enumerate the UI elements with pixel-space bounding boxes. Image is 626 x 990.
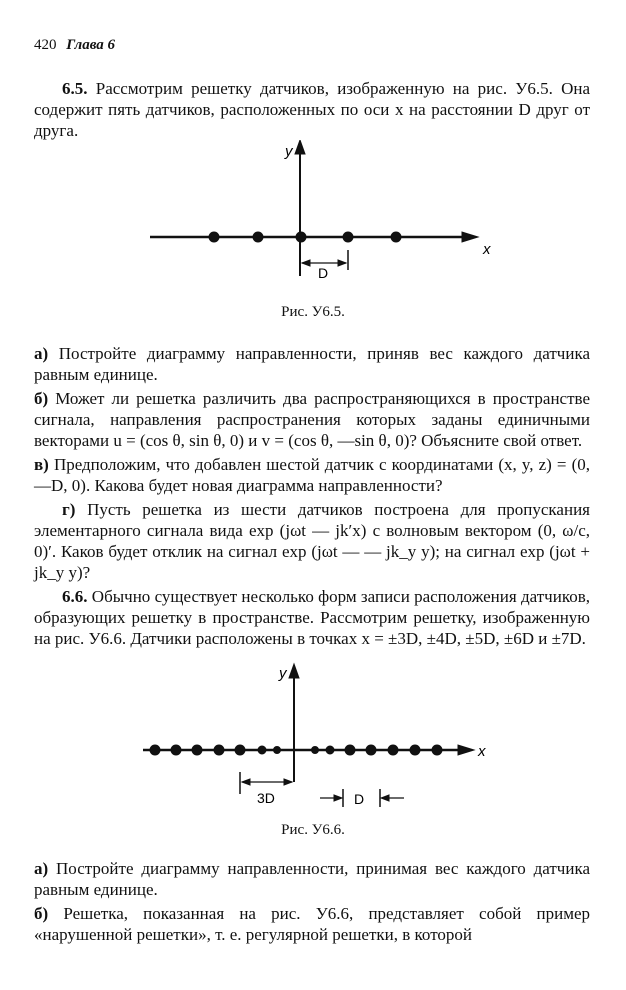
sensor [312, 747, 319, 754]
sensor [391, 232, 401, 242]
sensor [432, 745, 442, 755]
problem-6-5-questions [34, 343, 590, 652]
problem-6-6-text: 6.6. Обычно существует несколько форм записи расположения датчиков, образующих решетку в пространстве. Рассмотрим решетку, изображенную на рис. У6.6. Датчики расположены в точках x = ±3D, ±4D, ±5D, ±6D и ±7D. [34, 587, 590, 648]
y-axis-label: y [285, 143, 293, 160]
3d-arrow-right [284, 779, 292, 785]
d-arrow-right [338, 260, 346, 266]
problem-6-5 [34, 78, 590, 144]
sensor [274, 747, 281, 754]
x-axis-arrow [462, 232, 478, 242]
problem-6-5-text: 6.5. Рассмотрим решетку датчиков, изображенную на рис. У6.5. Она содержит пять датчиков, расположенных по оси x на расстоянии D друг от друга. [34, 79, 590, 140]
sensor [345, 745, 355, 755]
3d-label: 3D [257, 790, 275, 806]
y-axis-label: y [279, 665, 287, 682]
d-arrow-left [334, 795, 342, 801]
x-axis-label: x [478, 743, 486, 760]
sensor [209, 232, 219, 242]
chapter-title: Глава 6 [66, 37, 116, 53]
question-d: г) Пусть решетка из шести датчиков построена для пропускания элементарного сигнала вида exp (jωt — jk′x) с волновым вектором (0, ω/c, 0)′. Каков будет отклик на сигнал exp (jωt — — jk_y y); на сигнал exp (jωt + jk_y y)? [34, 500, 590, 582]
sensor [214, 745, 224, 755]
question-c: в) Предположим, что добавлен шестой датчик с координатами (x, y, z) = (0, —D, 0). Какова будет новая диаграмма направленности? [34, 455, 590, 495]
d-label: D [318, 265, 329, 281]
sensor [235, 745, 245, 755]
page-number: 420 [34, 37, 57, 53]
sensor [366, 745, 376, 755]
x-axis-label: x [483, 241, 491, 258]
sensor [253, 232, 263, 242]
page-header [34, 37, 115, 54]
question-a: а) Постройте диаграмму направленности, приняв вес каждого датчика равным единице. [34, 344, 590, 384]
sensor [171, 745, 181, 755]
y-axis-arrow [295, 140, 305, 154]
y-axis-arrow [289, 664, 299, 678]
3d-arrow-left [242, 779, 250, 785]
question-a: а) Постройте диаграмму направленности, принимая вес каждого датчика равным единице. [34, 859, 590, 899]
figure-u6-6-caption: Рис. У6.6. [281, 822, 345, 838]
d-arrow-left [302, 260, 310, 266]
sensor [410, 745, 420, 755]
question-b: б) Может ли решетка различить два распространяющихся в пространстве сигнала, направления распространения которых заданы единичными векторами u = (cos θ, sin θ, 0) и v = (cos θ, —sin θ, 0)? Объясните свой ответ. [34, 389, 590, 450]
sensor [326, 746, 334, 754]
problem-6-6-questions [34, 858, 590, 948]
figure-u6-6 [0, 662, 626, 817]
problem-number: 6.5. [62, 79, 88, 98]
sensor [192, 745, 202, 755]
sensor [258, 746, 266, 754]
sensor [343, 232, 353, 242]
figure-u6-5 [0, 140, 626, 285]
figure-u6-5-caption: Рис. У6.5. [281, 304, 345, 320]
sensor [388, 745, 398, 755]
sensor [296, 232, 306, 242]
d-arrow-right [381, 795, 389, 801]
problem-number: 6.6. [62, 587, 88, 606]
sensor [150, 745, 160, 755]
d-label: D [354, 791, 365, 807]
x-axis-arrow [458, 745, 474, 755]
question-b: б) Решетка, показанная на рис. У6.6, представляет собой пример «нарушенной решетки», т. е. регулярной решетки, в которой [34, 904, 590, 944]
